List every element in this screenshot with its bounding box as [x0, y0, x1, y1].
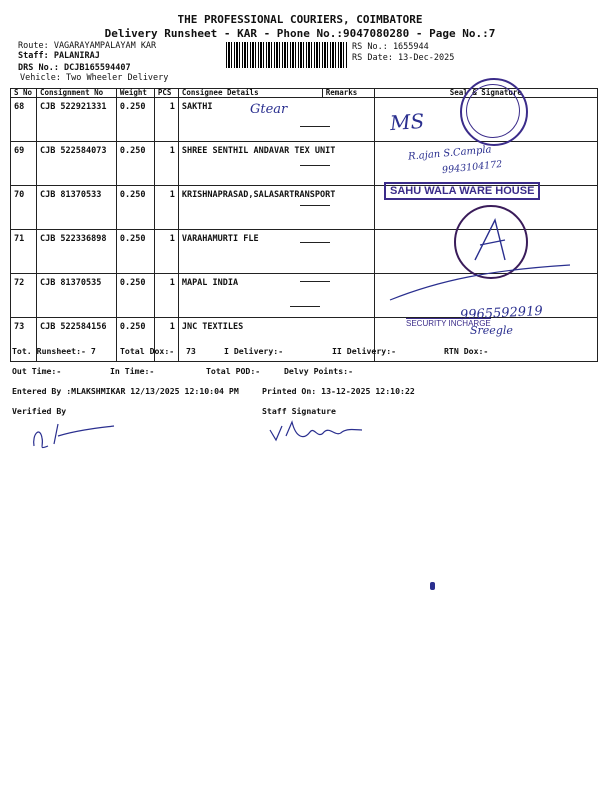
- remark-dash: [300, 281, 330, 282]
- cell-consignment: CJB 81370533: [36, 186, 116, 230]
- header-weight: Weight: [116, 89, 154, 98]
- in-time: In Time:-: [110, 366, 155, 376]
- vehicle-text: Vehicle: Two Wheeler Delivery: [20, 73, 169, 83]
- out-time: Out Time:-: [12, 366, 62, 376]
- rs-date: RS Date: 13-Dec-2025: [352, 53, 455, 63]
- cell-consignment: CJB 522584073: [36, 142, 116, 186]
- remark-dash: [300, 242, 330, 243]
- cell-sno: 69: [11, 142, 37, 186]
- company-name: THE PROFESSIONAL COURIERS, COIMBATORE: [177, 13, 423, 26]
- entered-by: Entered By :MLAKSHMIKAR 12/13/2025 12:10:04 PM: [12, 386, 239, 396]
- i-delivery: I Delivery:-: [224, 346, 284, 356]
- cell-consignee: KRISHNAPRASAD,SALASARTRANSPORT: [178, 186, 374, 230]
- printed-on: Printed On: 13-12-2025 12:10:22: [262, 386, 415, 396]
- cell-consignment: CJB 81370535: [36, 274, 116, 318]
- remark-dash: [300, 126, 330, 127]
- cell-consignee: VARAHAMURTI FLE: [178, 230, 374, 274]
- staff-signature: [266, 418, 366, 452]
- handwritten-phone: 9965592919: [459, 303, 544, 324]
- route-text: Route: VAGARAYAMPALAYAM KAR: [18, 41, 157, 51]
- cell-weight: 0.250: [116, 186, 154, 230]
- cell-pcs: 1: [154, 274, 178, 318]
- cell-weight: 0.250: [116, 274, 154, 318]
- staff-text: Staff: PALANIRAJ: [18, 51, 100, 61]
- rs-number: RS No.: 1655944: [352, 42, 429, 52]
- verified-by: Verified By: [12, 406, 67, 416]
- cell-weight: 0.250: [116, 98, 154, 142]
- staff-signature-label: Staff Signature: [262, 406, 336, 416]
- ink-mark: [430, 582, 435, 590]
- header-pcs: PCS: [154, 89, 178, 98]
- total-dox-label: Total Dox:-: [120, 346, 175, 356]
- total-pod: Total POD:-: [206, 366, 261, 376]
- header-consignment: Consignment No: [36, 89, 116, 98]
- cell-consignee: JNC TEXTILES: [178, 318, 374, 362]
- cell-consignment: CJB 522336898: [36, 230, 116, 274]
- round-company-stamp-inner: [466, 84, 520, 138]
- cell-consignee: SHREE SENTHIL ANDAVAR TEX UNIT: [178, 142, 374, 186]
- cell-weight: 0.250: [116, 318, 154, 362]
- runsheet-title: Delivery Runsheet - KAR - Phone No.:9047080280 - Page No.:7: [104, 27, 496, 40]
- header-sno: S No: [11, 89, 37, 98]
- cell-weight: 0.250: [116, 142, 154, 186]
- security-stamp: SECURITY INCHARGE: [406, 319, 491, 328]
- handwritten-signature: R.ajan S.Campla: [407, 144, 493, 163]
- cell-pcs: 1: [154, 98, 178, 142]
- remark-dash: [300, 165, 330, 166]
- handwritten-signature: Sreegle: [470, 324, 513, 337]
- cell-pcs: 1: [154, 318, 178, 362]
- remark-dash: [300, 205, 330, 206]
- cell-sno: 68: [11, 98, 37, 142]
- signature-scribble: [380, 210, 580, 320]
- header-remarks: Remarks: [322, 89, 374, 98]
- verifier-signature: [28, 416, 118, 456]
- barcode: [226, 42, 348, 68]
- tot-runsheet: Tot. Runsheet:- 7: [12, 346, 96, 356]
- cell-consignee: SAKTHI: [178, 98, 374, 142]
- cell-consignee: MAPAL INDIA: [178, 274, 374, 318]
- rtn-dox: RTN Dox:-: [444, 346, 489, 356]
- cell-pcs: 1: [154, 230, 178, 274]
- cell-sno: 70: [11, 186, 37, 230]
- ii-delivery: II Delivery:-: [332, 346, 397, 356]
- delvy-points: Delvy Points:-: [284, 366, 354, 376]
- drs-number: DRS No.: DCJB165594407: [18, 63, 131, 73]
- cell-sno: 71: [11, 230, 37, 274]
- handwritten-signature: MS: [389, 108, 425, 136]
- total-dox-value: 73: [186, 346, 196, 356]
- handwritten-phone: 9943104172: [441, 158, 503, 177]
- table-row: [11, 142, 598, 186]
- cell-pcs: 1: [154, 186, 178, 230]
- cell-consignment: CJB 522584156: [36, 318, 116, 362]
- cell-consignment: CJB 522921331: [36, 98, 116, 142]
- warehouse-stamp: SAHU WALA WARE HOUSE: [384, 182, 540, 200]
- cell-sno: 73: [11, 318, 37, 362]
- cell-pcs: 1: [154, 142, 178, 186]
- handwritten-note: Gtear: [250, 102, 288, 117]
- cell-sno: 72: [11, 274, 37, 318]
- header-seal: Seal & Signature: [374, 89, 597, 98]
- cell-weight: 0.250: [116, 230, 154, 274]
- header-consignee: Consignee Details: [178, 89, 322, 98]
- remark-dash: [290, 306, 320, 307]
